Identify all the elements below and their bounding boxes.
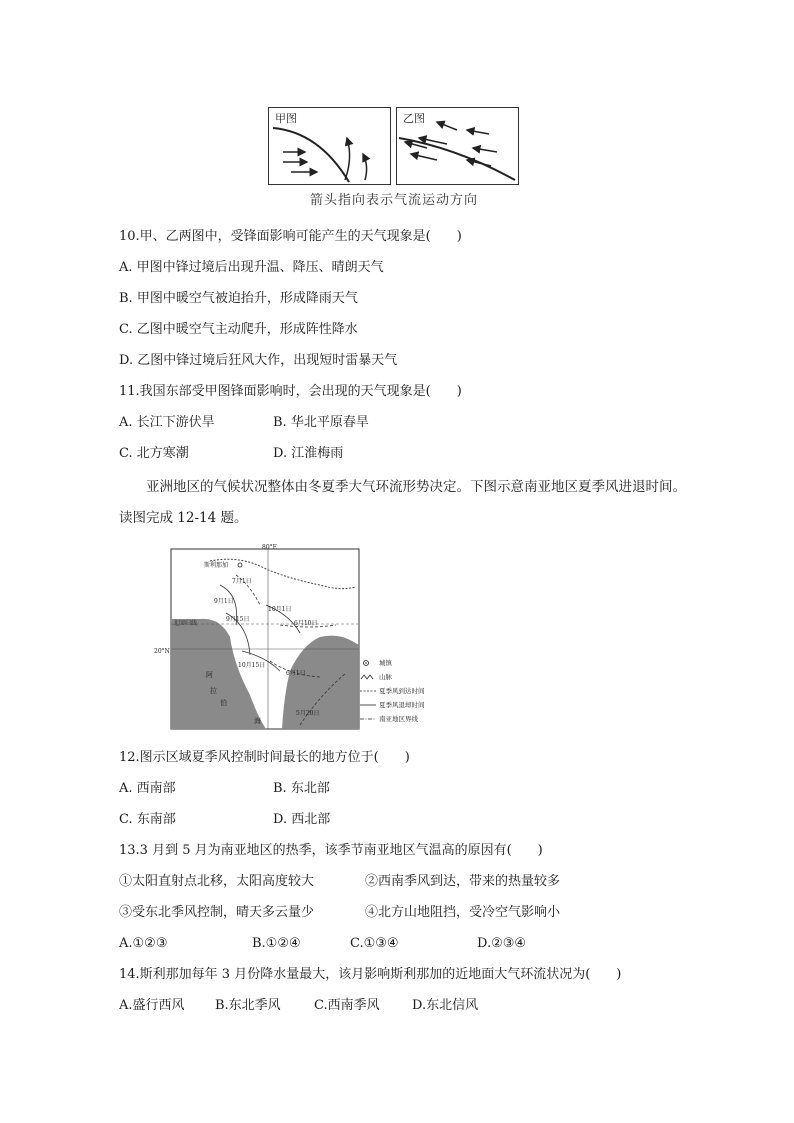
q11-option-d: D. 江淮梅雨 — [273, 446, 344, 461]
line-label-oct15: 10月15日 — [238, 662, 266, 669]
panel-jia — [268, 107, 391, 185]
q14-option-b: B.东北季风 — [215, 998, 281, 1013]
sea-char-4: 海 — [254, 717, 261, 725]
q10-option-a: A. 甲图中锋过境后出现升温、降压、晴朗天气 — [119, 260, 384, 275]
line-label-jul1: 7月1日 — [232, 578, 252, 585]
q11-stem: 11.我国东部受甲图锋面影响时，会出现的天气现象是( ) — [119, 384, 462, 399]
line-label-oct1: 10月1日 — [268, 606, 292, 613]
q12-option-a: A. 西南部 — [119, 781, 176, 796]
q13-stem: 13.3 月到 5 月为南亚地区的热季，该季节南亚地区气温高的原因有( ) — [119, 843, 543, 858]
mountain-symbol-icon — [360, 673, 376, 681]
q14-option-d: D.东北信风 — [412, 998, 479, 1013]
line-label-may20: 5月20日 — [296, 710, 320, 717]
q14-stem: 14.斯利那加每年 3 月份降水量最大，该月影响斯利那加的近地面大气环流状况为( ) — [119, 967, 622, 982]
q10-option-d: D. 乙图中锋过境后狂风大作，出现短时雷暴天气 — [119, 353, 398, 368]
q13-option-d: D.②③④ — [477, 936, 527, 951]
line-label-sep15: 9月15日 — [226, 616, 250, 623]
legend-mountain: 山脉 — [360, 672, 392, 682]
q10-option-c: C. 乙图中暖空气主动爬升，形成阵性降水 — [119, 322, 358, 337]
dashed-line-icon — [360, 687, 376, 695]
q14-option-a: A.盛行西风 — [119, 998, 185, 1013]
parallel-label: 20°N — [154, 648, 170, 655]
sea-char-3: 伯 — [220, 699, 227, 707]
q13-option-a: A.①②③ — [119, 936, 168, 951]
legend-retreat: 夏季风退却时间 — [360, 700, 425, 710]
srinagar-label: 斯利那加 — [204, 562, 229, 569]
q12-option-d: D. 西北部 — [273, 812, 331, 827]
q13-option-c: C.①③④ — [350, 936, 399, 951]
sea-char-2: 拉 — [210, 687, 217, 695]
map-legend — [360, 658, 470, 730]
tropic-label: 北回归线 — [173, 620, 198, 627]
q12-stem: 12.图示区域夏季风控制时间最长的地方位于( ) — [119, 750, 410, 765]
q12-option-c: C. 东南部 — [119, 812, 176, 827]
q12-option-b: B. 东北部 — [273, 781, 330, 796]
legend-arrival: 夏季风到达时间 — [360, 686, 425, 696]
q11-option-a: A. 长江下游伏旱 — [119, 415, 215, 430]
q14-option-c: C.西南季风 — [314, 998, 380, 1013]
line-label-jun10: 6月10日 — [294, 620, 318, 627]
legend-boundary: 南亚地区界线 — [360, 714, 418, 724]
panel-yi-label: 乙图 — [403, 112, 425, 125]
dash-dot-line-icon — [360, 715, 376, 723]
q10-stem: 10.甲、乙两图中，受锋面影响可能产生的天气现象是( ) — [119, 229, 462, 244]
panel-yi — [396, 107, 519, 185]
q13-item-4: ④北方山地阻挡，受冷空气影响小 — [365, 905, 561, 920]
q13-item-3: ③受东北季风控制，晴天多云量少 — [119, 905, 315, 920]
line-label-sep1: 9月1日 — [214, 598, 234, 605]
panel-jia-label: 甲图 — [275, 112, 297, 125]
q13-item-2: ②西南季风到达，带来的热量较多 — [365, 874, 561, 889]
q13-item-1: ①太阳直射点北移，太阳高度较大 — [119, 874, 315, 889]
line-label-jun1: 6月1日 — [286, 670, 306, 677]
q11-option-c: C. 北方寒潮 — [119, 446, 189, 461]
sea-char-1: 阿 — [206, 671, 213, 679]
q13-option-b: B.①②④ — [252, 936, 301, 951]
city-symbol-icon — [360, 659, 376, 667]
q10-option-b: B. 甲图中暖空气被迫抬升，形成降雨天气 — [119, 291, 358, 306]
legend-city: 城镇 — [360, 658, 392, 668]
passage-text: 亚洲地区的气候状况整体由冬夏季大气环流形势决定。下图示意南亚地区夏季风进退时间。读图完成 12-14 题。 — [119, 479, 686, 526]
figure1-caption: 箭头指向表示气流运动方向 — [309, 193, 478, 208]
front-diagram-figure — [268, 107, 520, 213]
meridian-label: 80°E — [262, 544, 278, 551]
q11-option-b: B. 华北平原春旱 — [273, 415, 369, 430]
solid-line-icon — [360, 701, 376, 709]
